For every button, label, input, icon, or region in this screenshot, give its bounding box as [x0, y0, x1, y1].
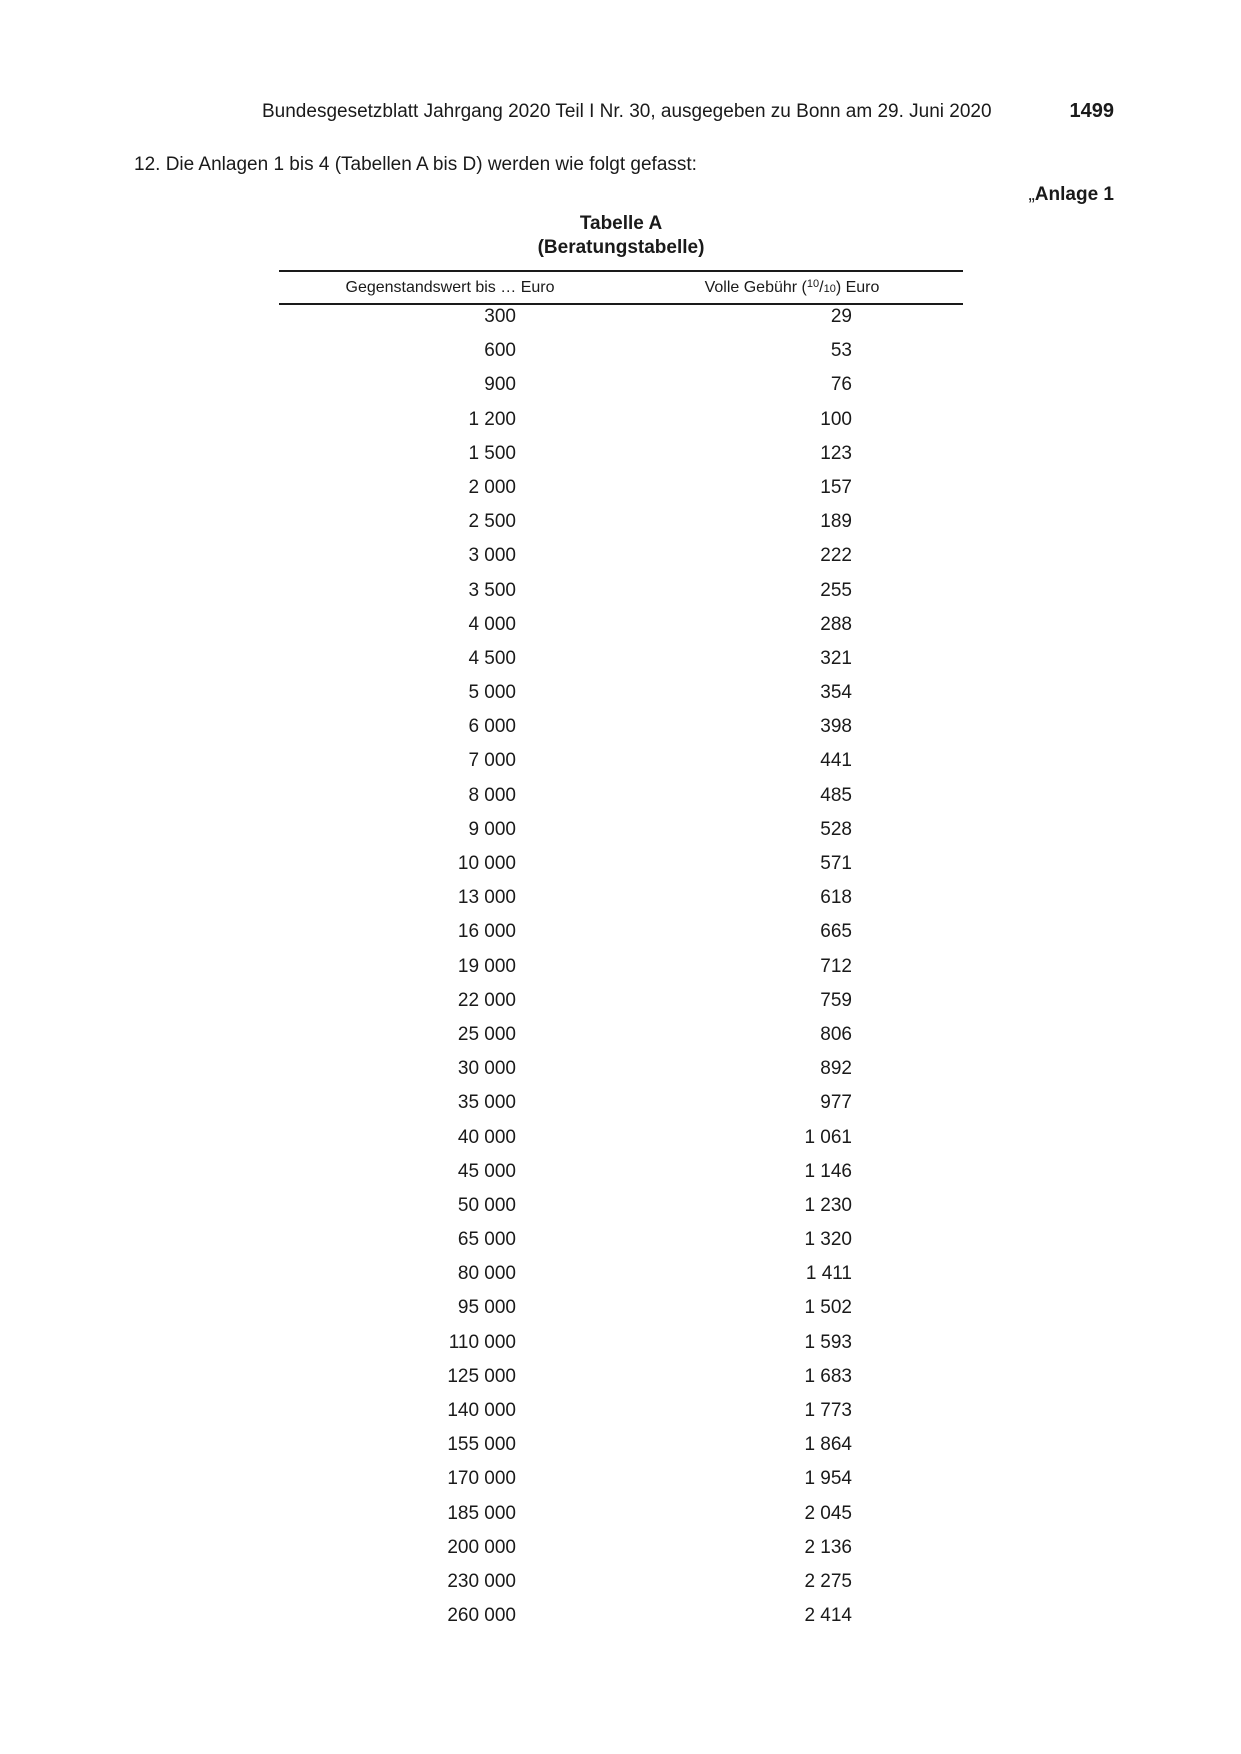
cell-full-fee: 123 [820, 442, 852, 464]
cell-subject-value: 16 000 [457, 921, 516, 943]
table-row [279, 1023, 963, 1057]
fraction-slash: / [819, 279, 824, 296]
cell-full-fee: 1 954 [804, 1468, 852, 1490]
cell-full-fee: 1 593 [804, 1331, 852, 1353]
cell-full-fee: 485 [820, 784, 852, 806]
table-row [279, 1296, 963, 1330]
table-title-block [279, 212, 963, 260]
table-header-row [279, 272, 963, 303]
cell-subject-value: 2 500 [468, 511, 516, 533]
cell-subject-value: 6 000 [468, 716, 516, 738]
cell-full-fee: 2 045 [804, 1502, 852, 1524]
cell-subject-value: 1 200 [468, 408, 516, 430]
cell-subject-value: 3 000 [468, 545, 516, 567]
cell-full-fee: 2 275 [804, 1570, 852, 1592]
cell-subject-value: 200 000 [447, 1536, 516, 1558]
cell-full-fee: 806 [820, 1023, 852, 1045]
cell-full-fee: 53 [830, 340, 852, 362]
table-row [279, 305, 963, 339]
cell-subject-value: 170 000 [447, 1468, 516, 1490]
table-row [279, 715, 963, 749]
cell-subject-value: 2 000 [468, 476, 516, 498]
cell-full-fee: 1 411 [805, 1263, 852, 1285]
cell-subject-value: 30 000 [457, 1058, 516, 1080]
cell-subject-value: 900 [484, 374, 516, 396]
cell-subject-value: 65 000 [457, 1229, 516, 1251]
table-row [279, 1536, 963, 1570]
cell-subject-value: 45 000 [457, 1160, 516, 1182]
cell-full-fee: 665 [820, 921, 852, 943]
cell-full-fee: 1 683 [804, 1365, 852, 1387]
cell-full-fee: 354 [820, 682, 852, 704]
table-row [279, 681, 963, 715]
table-body [279, 305, 963, 1638]
cell-full-fee: 1 146 [804, 1160, 852, 1182]
table-row [279, 1365, 963, 1399]
cell-full-fee: 892 [820, 1058, 852, 1080]
table-row [279, 442, 963, 476]
cell-full-fee: 977 [820, 1092, 852, 1114]
cell-full-fee: 571 [820, 853, 852, 874]
table-row [279, 1160, 963, 1194]
annex-label [1028, 183, 1114, 207]
table-row [279, 1262, 963, 1296]
column-header-fee-prefix: Volle Gebühr ( [704, 279, 807, 296]
cell-full-fee: 321 [820, 647, 852, 669]
cell-subject-value: 185 000 [447, 1502, 516, 1524]
cell-subject-value: 19 000 [457, 955, 516, 977]
cell-full-fee: 759 [820, 989, 852, 1011]
table-row [279, 852, 963, 886]
opening-quote-mark: „ [1028, 184, 1035, 205]
table-row [279, 784, 963, 818]
annex-label-text: Anlage 1 [1034, 184, 1114, 205]
cell-subject-value: 5 000 [468, 682, 516, 704]
table-row [279, 1604, 963, 1638]
cell-subject-value: 110 000 [448, 1331, 516, 1353]
cell-subject-value: 8 000 [468, 784, 516, 806]
cell-subject-value: 140 000 [447, 1400, 516, 1421]
cell-subject-value: 4 000 [468, 613, 516, 635]
cell-subject-value: 260 000 [447, 1605, 516, 1627]
table-row [279, 818, 963, 852]
cell-subject-value: 50 000 [457, 1194, 516, 1216]
table-row [279, 544, 963, 578]
fraction-denominator: 10 [823, 283, 836, 295]
cell-subject-value: 230 000 [447, 1570, 516, 1592]
cell-subject-value: 7 000 [468, 750, 516, 772]
table-row [279, 886, 963, 920]
cell-full-fee: 1 502 [804, 1297, 852, 1319]
cell-full-fee: 2 414 [804, 1605, 852, 1627]
cell-full-fee: 288 [820, 613, 852, 635]
cell-subject-value: 1 500 [468, 442, 516, 464]
cell-full-fee: 222 [820, 545, 852, 567]
cell-full-fee: 2 136 [804, 1536, 852, 1558]
table-row [279, 613, 963, 647]
column-header-fee-suffix: ) Euro [835, 279, 880, 296]
table-row [279, 955, 963, 989]
table-row [279, 1194, 963, 1228]
cell-full-fee: 1 230 [804, 1194, 852, 1216]
cell-subject-value: 22 000 [457, 989, 516, 1011]
table-row [279, 1570, 963, 1604]
cell-full-fee: 618 [820, 887, 852, 909]
table-row [279, 1091, 963, 1125]
cell-subject-value: 300 [484, 306, 516, 327]
cell-full-fee: 1 864 [804, 1434, 852, 1456]
table-row [279, 647, 963, 681]
table-row [279, 1433, 963, 1467]
running-header-title: Bundesgesetzblatt Jahrgang 2020 Teil I Nr. 30, ausgegeben zu Bonn am 29. Juni 2020 [262, 101, 992, 122]
cell-subject-value: 125 000 [447, 1365, 516, 1387]
cell-subject-value: 80 000 [457, 1263, 516, 1285]
table-row [279, 1126, 963, 1160]
column-header-value: Gegenstandswert bis … Euro [345, 278, 555, 296]
table-row [279, 920, 963, 954]
cell-subject-value: 3 500 [468, 579, 516, 601]
cell-full-fee: 157 [820, 476, 852, 498]
table-row [279, 1057, 963, 1091]
cell-full-fee: 255 [820, 579, 852, 601]
table-row [279, 1331, 963, 1365]
fraction-numerator: 10 [806, 278, 820, 290]
table-title: Tabelle A [579, 213, 663, 234]
cell-subject-value: 155 000 [447, 1434, 516, 1456]
cell-full-fee: 100 [820, 408, 852, 430]
amendment-intro-text: 12. Die Anlagen 1 bis 4 (Tabellen A bis D) werden wie folgt gefasst: [134, 154, 697, 175]
page-number: 1499 [1069, 100, 1114, 122]
cell-subject-value: 600 [484, 340, 516, 362]
table-row [279, 1467, 963, 1501]
table-row [279, 749, 963, 783]
cell-full-fee: 1 773 [804, 1400, 852, 1421]
table-subtitle: (Beratungstabelle) [537, 237, 705, 258]
cell-full-fee: 1 320 [804, 1229, 852, 1251]
table-row [279, 579, 963, 613]
cell-full-fee: 712 [820, 955, 852, 977]
cell-subject-value: 13 000 [457, 887, 516, 909]
table-row [279, 1502, 963, 1536]
table-row [279, 373, 963, 407]
cell-subject-value: 10 000 [457, 853, 516, 874]
table-row [279, 1228, 963, 1262]
table-row [279, 339, 963, 373]
cell-subject-value: 25 000 [457, 1023, 516, 1045]
table-row [279, 510, 963, 544]
table-row [279, 476, 963, 510]
cell-full-fee: 76 [830, 374, 852, 396]
cell-full-fee: 398 [820, 716, 852, 738]
cell-full-fee: 1 061 [804, 1126, 852, 1148]
column-header-fee [621, 278, 963, 297]
cell-subject-value: 35 000 [457, 1092, 516, 1114]
table-row [279, 1399, 963, 1433]
cell-subject-value: 40 000 [457, 1126, 516, 1148]
cell-full-fee: 29 [830, 306, 852, 327]
table-row [279, 408, 963, 442]
cell-full-fee: 189 [820, 511, 852, 533]
cell-subject-value: 95 000 [457, 1297, 516, 1319]
fee-table [279, 270, 963, 1638]
cell-subject-value: 9 000 [468, 818, 516, 840]
table-row [279, 989, 963, 1023]
cell-full-fee: 441 [820, 750, 852, 772]
cell-subject-value: 4 500 [468, 647, 516, 669]
cell-full-fee: 528 [820, 818, 852, 840]
